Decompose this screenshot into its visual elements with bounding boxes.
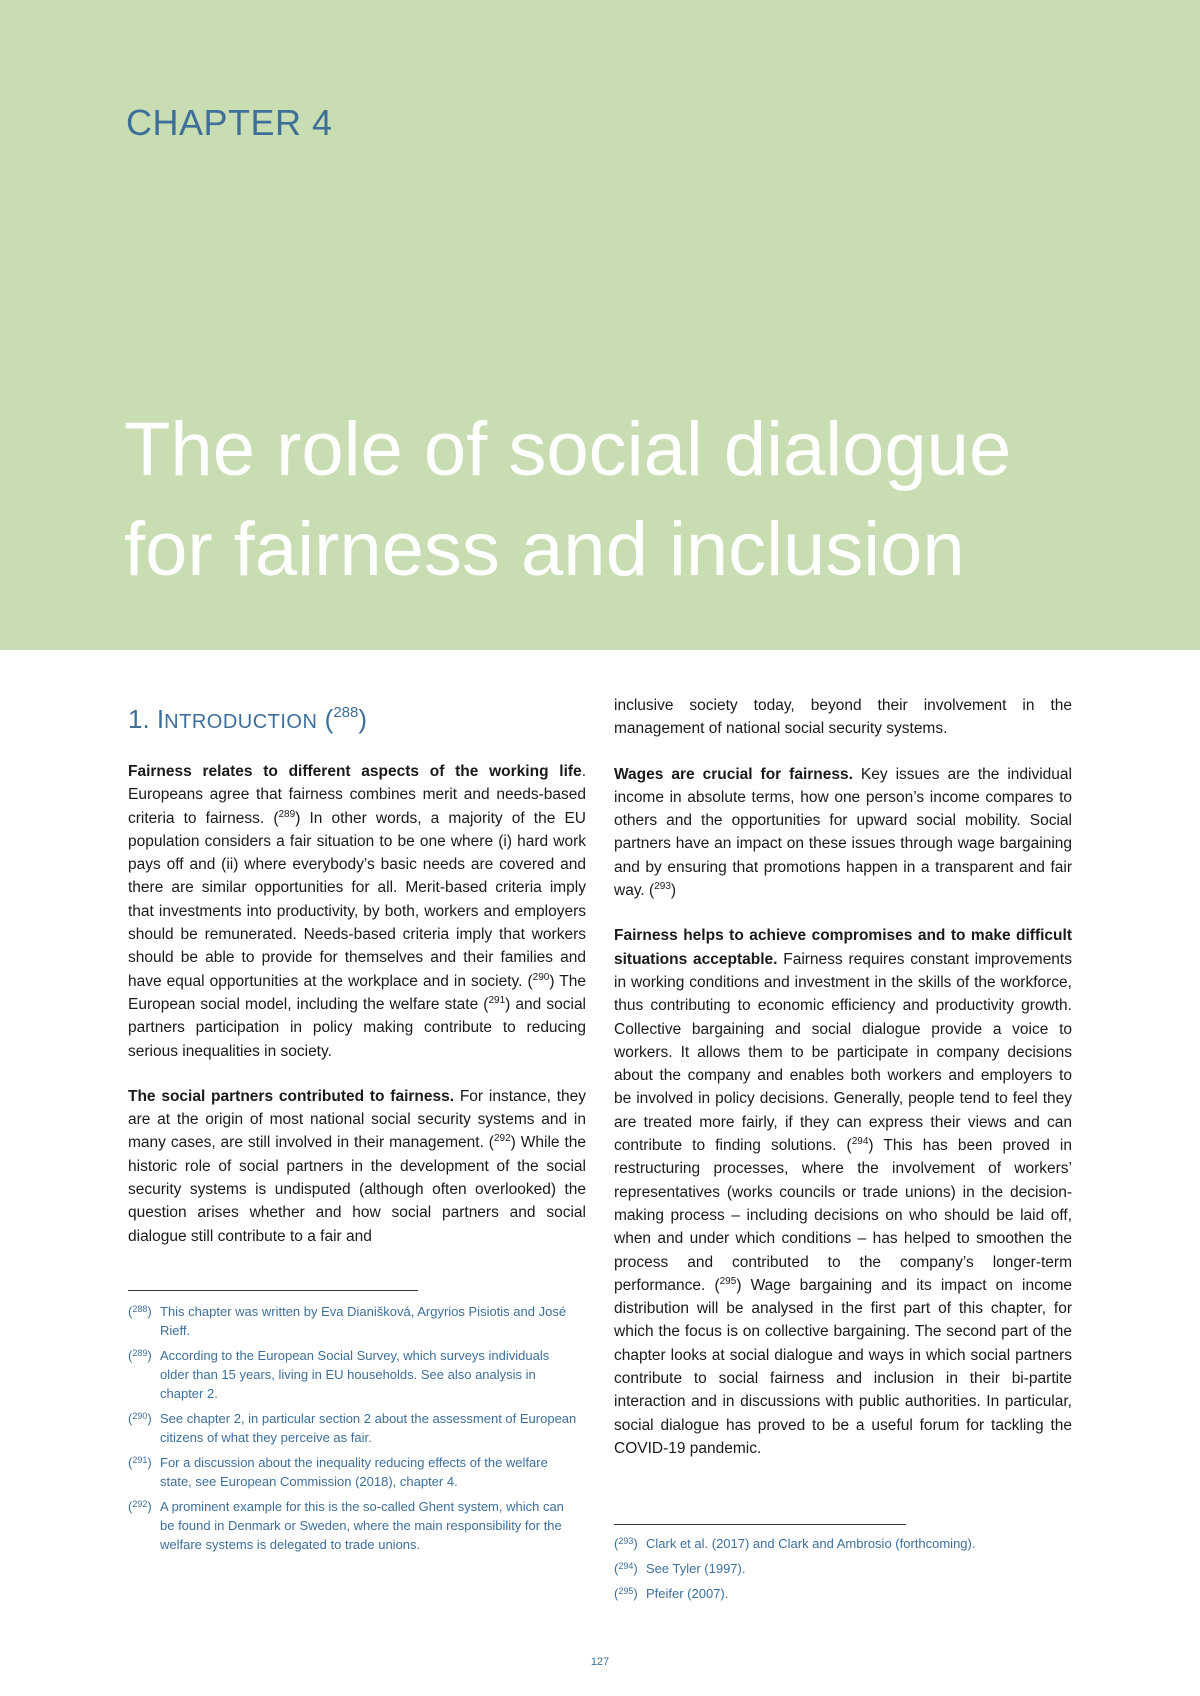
footnote (128, 1409, 578, 1447)
footnote-ref[interactable]: 289 (278, 808, 296, 820)
paragraph-lead: Wages are crucial for fairness. (614, 765, 853, 783)
footnote-text: For a discussion about the inequality reducing effects of the welfare state, see European Commission (2018), chapter 4. (160, 1455, 548, 1489)
footnote-ref[interactable]: 294 (851, 1136, 869, 1148)
footnote-text: See chapter 2, in particular section 2 about the assessment of European citizens of what they perceive as fair. (160, 1411, 577, 1445)
right-column (614, 694, 1072, 1460)
footnote (614, 1559, 1074, 1578)
section-initial: I (156, 704, 165, 734)
footnotes-left (128, 1302, 578, 1560)
section-heading (128, 704, 367, 735)
footnote-text: Clark et al. (2017) and Clark and Ambrosio (forthcoming). (646, 1536, 976, 1551)
chapter-title-line-2: for fairness and inclusion (124, 507, 965, 592)
footnote-divider (128, 1290, 418, 1291)
footnote-number: ($^{294}$) (614, 1561, 638, 1576)
footnote (614, 1584, 1074, 1603)
footnote (128, 1497, 578, 1554)
paragraph: The social partners contributed to fairness. For instance, they are at the origin of most national social security systems and in many cases, are still involved in their management. ($^{292}$) While the historic role of social partners in the development of the social security systems is undisputed (although often overlooked) the question arises whether and how social partners and social dialogue still contribute to a fair and (128, 1087, 586, 1245)
footnote-number: ($^{292}$) (128, 1499, 152, 1514)
footnote (128, 1302, 578, 1340)
footnote-text: This chapter was written by Eva Dianišková, Argyrios Pisiotis and José Rieff. (160, 1304, 567, 1338)
footnote (614, 1534, 1074, 1553)
paragraph-lead: Fairness helps to achieve compromises and to make difficult situations acceptable. (614, 927, 1072, 968)
footnote-ref[interactable]: 295 (719, 1275, 737, 1287)
chapter-title-line-1: The role of social dialogue (124, 407, 1012, 492)
footnote-divider (614, 1524, 906, 1525)
paragraph: Fairness helps to achieve compromises and to make difficult situations acceptable. Fairness requires constant improvements in working conditions and investment in the skills of the workforce, thus contributing to economic efficiency and productivity growth. Collective bargaining and social dialogue provide a voice to workers. It allows them to be participate in company decisions about the company and enables both workers and employers to be involved in policy decisions. Generally, people tend to feel they are treated more fairly, if they can express their views and can contribute to finding solutions. ($^{294}$) This has been proved in restructuring processes, where the involvement of workers’ representatives (works councils or trade unions) in the decision-making process – including decisions on who should be laid off, when and under which conditions – has helped to smoothen the process and contributed to the company’s longer-term performance. ($^{295}$) Wage bargaining and its impact on income distribution will be analysed in the first part of this chapter, for which the focus is on collective bargaining. The second part of the chapter looks at social dialogue and ways in which social partners contribute to social fairness and inclusion in their bi-partite interaction and in discussions with public authorities. In particular, social dialogue has proved to be a useful forum for tackling the COVID-19 pandemic. (614, 927, 1072, 1457)
paragraph-lead: The social partners contributed to fairness. (128, 1087, 455, 1105)
footnote-text: See Tyler (1997). (646, 1561, 746, 1576)
paragraph: inclusive society today, beyond their involvement in the management of national social security systems. (614, 697, 1072, 738)
footnote (128, 1453, 578, 1491)
footnote-ref[interactable]: 288 (333, 704, 359, 721)
footnote-ref[interactable]: 290 (532, 971, 550, 983)
footnote-number: ($^{291}$) (128, 1455, 152, 1470)
chapter-banner (0, 0, 1200, 650)
footnote-ref[interactable]: 291 (488, 994, 506, 1006)
footnote-ref[interactable]: 292 (493, 1133, 511, 1145)
footnote (128, 1346, 578, 1403)
footnote-text: A prominent example for this is the so-called Ghent system, which can be found in Denmark or Sweden, where the main responsibility for the welfare systems is delegated to trade unions. (160, 1499, 564, 1552)
section-title-rest: NTRODUCTION (164, 711, 318, 733)
paragraph: Fairness relates to different aspects of the working life. Europeans agree that fairness combines merit and needs-based criteria to fairness. ($^{289}$) In other words, a majority of the EU population considers a fair situation to be one where (i) hard work pays off and (ii) where everybody’s basic needs are covered and there are similar opportunities for all. Merit-based criteria imply that investments into productivity, by both, workers and employers should be remunerated. Needs-based criteria imply that workers should be able to provide for themselves and their families and have equal opportunities at the workplace and in society. ($^{290}$) The European social model, including the welfare state ($^{291}$) and social partners participation in policy making contribute to reducing serious inequalities in society. (128, 763, 587, 1060)
footnote-number: ($^{288}$) (128, 1304, 152, 1319)
page-number: 127 (590, 1656, 610, 1668)
footnote-number: ($^{290}$) (128, 1411, 152, 1426)
footnote-number: ($^{295}$) (614, 1586, 638, 1601)
chapter-label: CHAPTER 4 (126, 102, 333, 143)
chapter-title (124, 400, 1164, 600)
section-ref: ($^{288}$) (324, 704, 368, 734)
footnote-text: According to the European Social Survey, which surveys individuals older than 15 years, living in EU households. See also analysis in chapter 2. (160, 1348, 550, 1401)
left-column (128, 760, 586, 1248)
footnote-text: Pfeifer (2007). (646, 1586, 729, 1601)
paragraph-lead: Fairness relates to different aspects of the working life (128, 763, 582, 780)
footnote-ref[interactable]: 293 (654, 881, 671, 893)
paragraph: Wages are crucial for fairness. Key issues are the individual income in absolute terms, how one person’s income compares to others and the opportunities for upward social mobility. Social partners have an impact on these issues through wage bargaining and by ensuring that promotions happen in a transparent and fair way. ($^{293}$) (614, 765, 1072, 900)
footnote-number: ($^{289}$) (128, 1348, 152, 1363)
footnotes-right (614, 1534, 1074, 1609)
footnote-number: ($^{293}$) (614, 1536, 638, 1551)
section-number: 1. (128, 704, 157, 734)
